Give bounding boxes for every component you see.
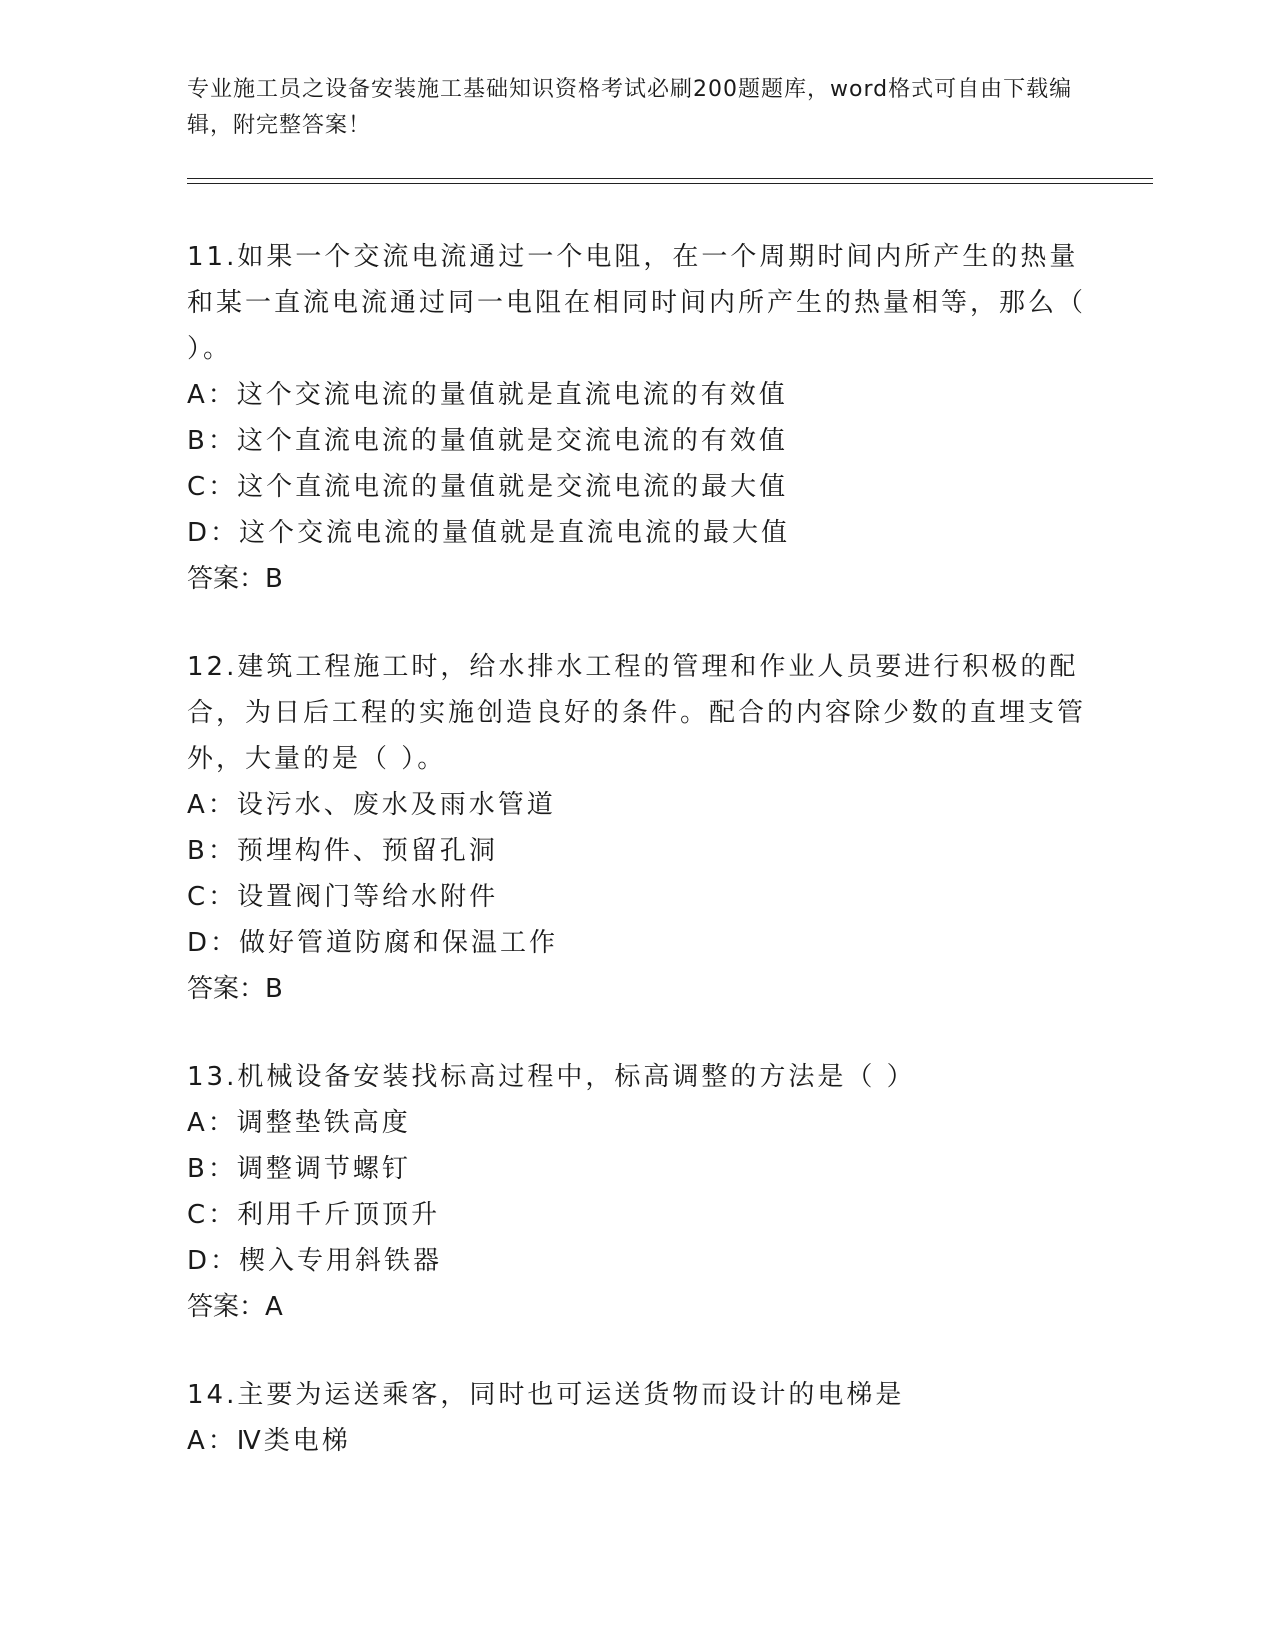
option-c: C：这个直流电流的量值就是交流电流的最大值 <box>187 472 789 502</box>
option-a: A：这个交流电流的量值就是直流电流的有效值 <box>187 380 788 410</box>
header-rule-bottom <box>187 183 1153 184</box>
option-b: B：调整调节螺钉 <box>187 1154 411 1184</box>
question-stem: 11.如果一个交流电流通过一个电阻，在一个周期时间内所产生的热量和某一直流电流通过同一电阻在相同时间内所产生的热量相等，那么（ ）。 <box>187 242 1087 364</box>
option-d: D：这个交流电流的量值就是直流电流的最大值 <box>187 518 791 548</box>
option-a: A：设污水、废水及雨水管道 <box>187 790 556 820</box>
question-stem: 12.建筑工程施工时，给水排水工程的管理和作业人员要进行积极的配合，为日后工程的实施创造良好的条件。配合的内容除少数的直埋支管外，大量的是（ ）。 <box>187 652 1087 774</box>
question-stem: 13.机械设备安装找标高过程中，标高调整的方法是（ ） <box>187 1062 916 1092</box>
option-a: A：Ⅳ类电梯 <box>187 1426 351 1456</box>
question-list <box>187 234 1087 1506</box>
header-rule-top <box>187 178 1153 179</box>
answer: 答案：B <box>187 564 283 594</box>
option-c: C：设置阀门等给水附件 <box>187 882 499 912</box>
option-c: C：利用千斤顶顶升 <box>187 1200 441 1230</box>
question-11 <box>187 234 1087 602</box>
question-13 <box>187 1054 1087 1330</box>
option-d: D：楔入专用斜铁器 <box>187 1246 443 1276</box>
document-header: 专业施工员之设备安装施工基础知识资格考试必刷200题题库，word格式可自由下载编辑，附完整答案！ <box>187 77 1073 138</box>
option-d: D：做好管道防腐和保温工作 <box>187 928 559 958</box>
question-12 <box>187 644 1087 1012</box>
option-a: A：调整垫铁高度 <box>187 1108 411 1138</box>
question-14 <box>187 1372 1087 1464</box>
answer: 答案：B <box>187 974 283 1004</box>
option-b: B：这个直流电流的量值就是交流电流的有效值 <box>187 426 788 456</box>
answer: 答案：A <box>187 1292 283 1322</box>
option-b: B：预埋构件、预留孔洞 <box>187 836 498 866</box>
question-stem: 14.主要为运送乘客，同时也可运送货物而设计的电梯是 <box>187 1380 905 1410</box>
